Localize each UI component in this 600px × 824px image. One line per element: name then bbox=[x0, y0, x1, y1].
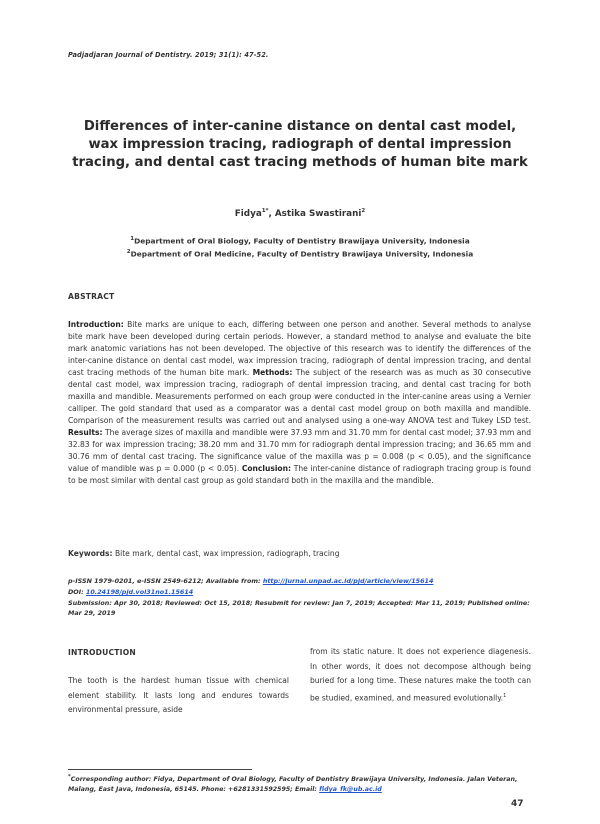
issn-line bbox=[68, 576, 531, 586]
author-mark-1: 1* bbox=[261, 208, 269, 214]
author-mark-2: 2 bbox=[361, 208, 366, 214]
author-separator: , bbox=[268, 208, 275, 219]
intro-column-right bbox=[310, 645, 531, 706]
journal-citation: Padjadjaran Journal of Dentistry. 2019; 31(1): 47-52. bbox=[68, 51, 269, 59]
intro-column-left: The tooth is the hardest human tissue with chemical element stability. It lasts long and endures towards environmental pressure, aside bbox=[68, 676, 289, 715]
abstract-intro-label: Introduction: bbox=[68, 320, 124, 329]
keywords-label: Keywords: bbox=[68, 549, 113, 558]
abstract-intro-text: Bite marks are unique to each, differing between one person and another. Several methods to analyse bite mark have been developed during certain periods. However, a standard method to analyse and evaluate the bite mark anatomic variations has not been developed. The objective of this research was to identify the differences of the inter-canine distance on dental cast model, wax impression tracing, radiograph of dental impression tracing, and dental cast tracing methods of the human bite mark. bbox=[68, 320, 531, 377]
doi-line bbox=[68, 587, 531, 597]
keywords bbox=[68, 549, 531, 558]
footnote-divider bbox=[68, 769, 252, 770]
abstract-results-label: Results: bbox=[68, 428, 103, 437]
abstract-conclusion-text: The inter-canine distance of radiograph tracing group is found to be most similar with dental cast group as gold standard both in the maxilla and the mandible. bbox=[68, 464, 531, 485]
issn-text: p-ISSN 1979-0201, e-ISSN 2549-6212; Available from: bbox=[68, 577, 263, 585]
page-number: 47 bbox=[511, 799, 524, 809]
keywords-text: Bite mark, dental cast, wax impression, radiograph, tracing bbox=[112, 549, 340, 558]
submission-dates: Submission: Apr 30, 2018; Reviewed: Oct 15, 2018; Resubmit for review: Jan 7, 2019; Accepted: Mar 11, 2019; Published online: Mar 29, 2019 bbox=[68, 599, 530, 617]
title-line-2: wax impression tracing, radiograph of dental impression bbox=[88, 137, 512, 152]
doi-link[interactable]: 10.24198/pjd.vol31no1.15614 bbox=[85, 588, 194, 596]
doi-label: DOI: bbox=[68, 588, 86, 596]
affiliation-mark: 1 bbox=[130, 236, 135, 242]
abstract-body bbox=[68, 319, 531, 487]
article-url-link[interactable]: http://jurnal.unpad.ac.id/pjd/article/view/15614 bbox=[262, 577, 434, 585]
title-line-1: Differences of inter-canine distance on dental cast model, bbox=[83, 119, 517, 134]
author-name-1: Fidya bbox=[234, 208, 262, 219]
affiliation-mark: 2 bbox=[126, 249, 131, 255]
abstract-methods-label: Methods: bbox=[252, 368, 293, 377]
footnote-text: Corresponding author: Fidya, Department of Oral Biology, Faculty of Dentistry Brawijaya University, Indonesia. Jalan Veteran, Malang, East Java, Indonesia, 65145. Phone: +6281331592595; Email: bbox=[68, 776, 518, 794]
footnote-mark: * bbox=[68, 774, 71, 780]
abstract-results-text: The average sizes of maxilla and mandible were 37.93 mm and 31.70 mm for dental cast model; 37.93 mm and 32.83 for wax impression tracing; 38.20 mm and 31.70 mm for radiograph dental impression tracing; and 36.65 mm and 30.76 mm of dental cast tracing. The significance value of the maxilla was p = 0.008 (p < 0.05), and the significance value of mandible was p = 0.000 (p < 0.05). bbox=[68, 428, 531, 473]
affiliation-text: Department of Oral Biology, Faculty of Dentistry Brawijaya University, Indonesia bbox=[134, 236, 470, 246]
title-line-3: tracing, and dental cast tracing methods of human bite mark bbox=[72, 155, 528, 170]
footnote bbox=[68, 772, 531, 795]
author-list bbox=[0, 208, 600, 219]
abstract-heading: ABSTRACT bbox=[68, 292, 115, 301]
author-name-2: Astika Swastirani bbox=[274, 208, 362, 219]
affiliation-1 bbox=[0, 236, 600, 245]
intro-right-text: from its static nature. It does not experience diagenesis. In other words, it does not decompose although being buried for a long time. These natures make the tooth can be studied, examined, and measured evolutionally. bbox=[310, 647, 531, 703]
article-title bbox=[60, 118, 540, 172]
footnote-email-link[interactable]: fidya_fk@ub.ac.id bbox=[319, 786, 382, 794]
affiliation-text: Department of Oral Medicine, Faculty of Dentistry Brawijaya University, Indonesia bbox=[130, 249, 474, 259]
abstract-methods-text: The subject of the research was as much as 30 consecutive dental cast model, wax impression tracing, radiograph of dental impression tracing, and dental cast tracing for both maxilla and mandible. Measurements performed on each group were conducted in the inter-canine areas using a Vernier calliper. The gold standard that used as a comparator was a dental cast model group on both maxilla and mandible. Comparison of the measurement results was carried out and analysed using a one-way ANOVA test and Tukey LSD test. bbox=[68, 368, 531, 425]
abstract-conclusion-label: Conclusion: bbox=[241, 464, 292, 473]
introduction-heading: INTRODUCTION bbox=[68, 648, 136, 657]
intro-reference-mark: 1 bbox=[503, 692, 507, 699]
affiliation-2 bbox=[0, 249, 600, 258]
